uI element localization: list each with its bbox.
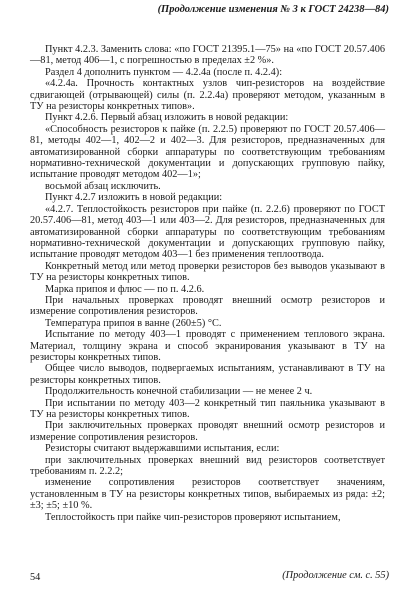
paragraph: Общее число выводов, подвергаемых испытаниям, устанавливают в ТУ на резисторы конкретных типов. (30, 363, 385, 386)
paragraph: «4.2.7. Теплостойкость резисторов при пайке (п. 2.2.6) проверяют по ГОСТ 20.57.406—81, метод 403—1 или 403—2. Для резисторов, предназначенных для автоматизированной сборки аппаратуры по соответствующим требованиям нормативно-технической документации и допускающих групповую пайку, испытание проводят методом 403—1 без применения теплоотвода. (30, 203, 385, 261)
paragraph: Раздел 4 дополнить пунктом — 4.2.4а (после п. 4.2.4): (45, 66, 283, 78)
paragraph: Теплостойкость при пайке чип-резисторов проверяют испытанием, (45, 511, 341, 523)
paragraph: При начальных проверках проводят внешний осмотр резисторов и измерение сопротивления резисторов. (30, 294, 385, 318)
paragraph: «Способность резисторов к пайке (п. 2.2.5) проверяют по ГОСТ 20.57.406—81, методы 402—1, 402—2 и 402—3. Для резисторов, предназначенных для автоматизированной сборки аппаратуры по соответствующим требованиям нормативно-технической документации и допускающих групповую пайку, испытание проводят методом 402—1»; (30, 123, 385, 181)
page-number: 54 (30, 572, 41, 583)
paragraph: Продолжительность конечной стабилизации — не менее 2 ч. (45, 386, 313, 398)
paragraph: При испытании по методу 403—2 конкретный тип паяльника указывают в ТУ на резисторы конкретных типов. (30, 397, 385, 420)
paragraph: Пункт 4.2.7 изложить в новой редакции: (45, 192, 223, 204)
paragraph: Конкретный метод или метод проверки резисторов без выводов указывают в ТУ на резисторы конкретных типов. (30, 260, 385, 284)
paragraph: восьмой абзац исключить. (45, 180, 161, 192)
paragraph: Марка припоя и флюс — по п. 4.2.6. (45, 283, 205, 295)
document-body (30, 44, 385, 523)
paragraph: Пункт 4.2.6. Первый абзац изложить в новой редакции: (45, 112, 289, 124)
paragraph: при заключительных проверках внешний вид резисторов соответствует требованиям п. 2.2.2; (30, 454, 385, 478)
paragraph: Температура припоя в ванне (260±5) °С. (45, 317, 222, 329)
continuation-note: (Продолжение см. с. 55) (282, 570, 389, 581)
paragraph: Испытание по методу 403—1 проводят с применением теплового экрана. Материал, толщину экрана и способ экранирования указывают в ТУ на резисторы конкретных типов. (30, 329, 385, 363)
paragraph: При заключительных проверках проводят внешний осмотр резисторов и измерение сопротивления резисторов. (30, 420, 385, 443)
running-header: (Продолжение изменения № 3 к ГОСТ 24238—84) (157, 4, 389, 15)
paragraph: изменение сопротивления резисторов соответствует значениям, установленным в ТУ на резисторы конкретных типов, выбираемых из ряда: ±2; ±3; ±5; ±10 %. (30, 477, 385, 512)
paragraph: Резисторы считают выдержавшими испытания, если: (45, 443, 280, 455)
paragraph: «4.2.4а. Прочность контактных узлов чип-резисторов на воздействие сдвигающей (отрывающей) силы (п. 2.2.4а) проверяют методом, указанным в ТУ на резисторы конкретных типов». (30, 78, 385, 113)
paragraph: Пункт 4.2.3. Заменить слова: «по ГОСТ 21395.1—75» на «по ГОСТ 20.57.406—81, метод 406—1, с погрешностью в пределах ±2 %». (30, 44, 385, 67)
